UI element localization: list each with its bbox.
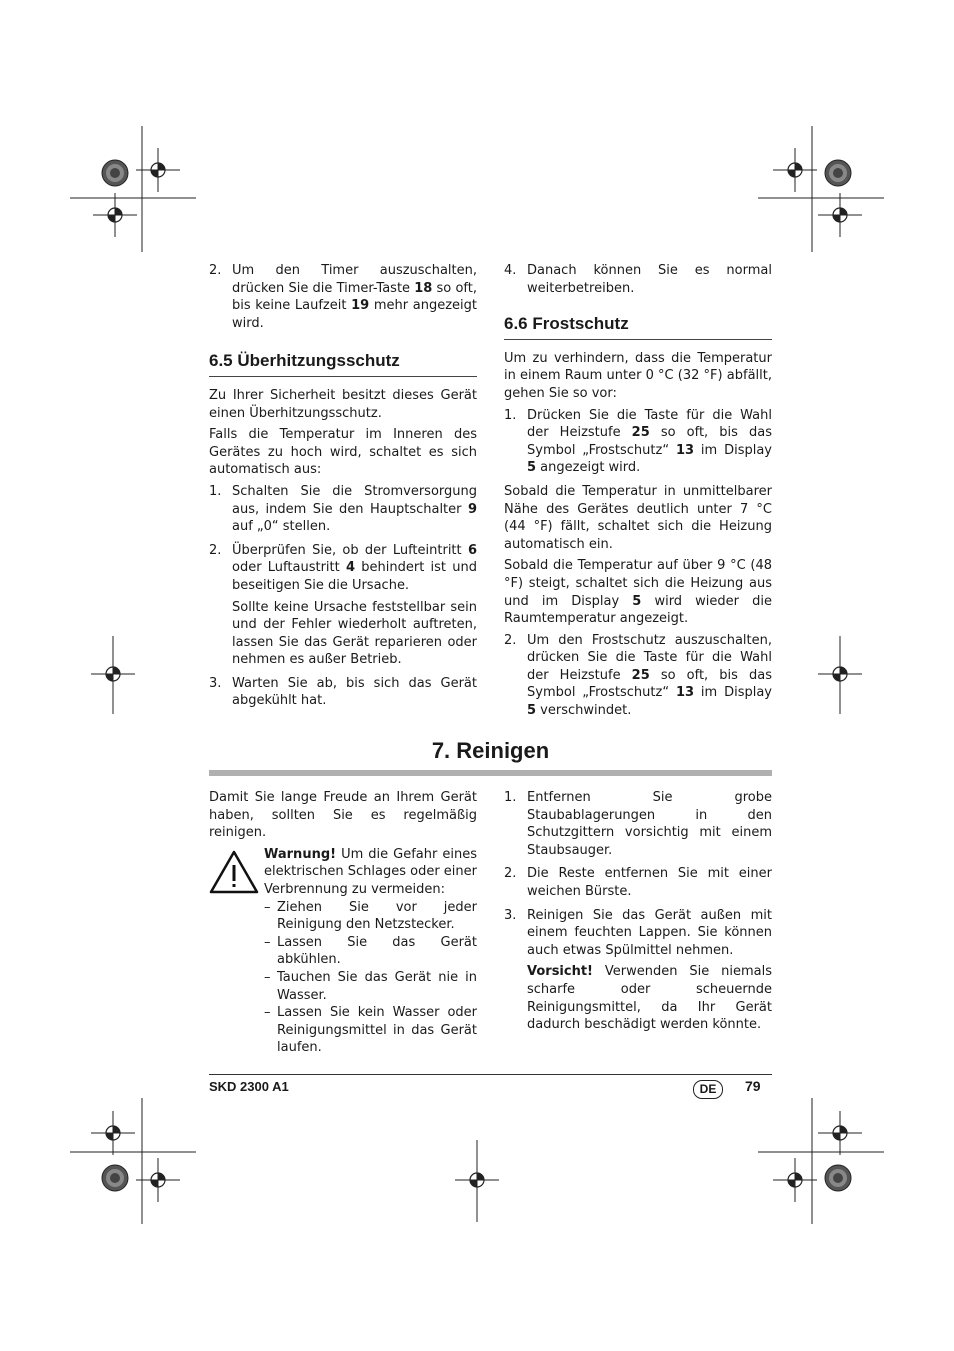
- warning-block: Warnung! Um die Gefahr eines elektrischen Schlages oder einer Verbrennung zu vermeiden: – Ziehen Sie vor jeder Reinigung den Netzstecker. – Lassen Sie das Gerät abkühlen. – Tauchen Sie das Gerät nie in Wasser. – Lassen Sie kein Wasser oder Reinigungsmittel in das Gerät laufen.: [209, 846, 477, 1057]
- warning-label: Warnung!: [264, 846, 337, 862]
- list-item: 4. Danach können Sie es normal weiterbetreiben.: [504, 263, 772, 296]
- warning-list: [264, 899, 477, 1057]
- paragraph: Falls die Temperatur im Inneren des Gerätes zu hoch wird, schaltet es sich automatisch aus:: [209, 427, 477, 478]
- list-item: 3. Warten Sie ab, bis sich das Gerät abgekühlt hat.: [209, 675, 477, 709]
- paragraph: Um zu verhindern, dass die Temperatur in einem Raum unter 0 °C (32 °F) abfällt, gehen Sie so vor:: [504, 350, 772, 401]
- paragraph: Damit Sie lange Freude an Ihrem Gerät haben, sollten Sie es regelmäßig reinigen.: [209, 790, 477, 841]
- list-item: 3. Reinigen Sie das Gerät außen mit einem feuchten Lappen. Sie können auch etwas Spülmittel nehmen. Vorsicht! Verwenden Sie niemals scharfe oder scheuernde Reinigungsmittel, da Ihr Gerät dadurch beschädigt werden könnte.: [504, 907, 772, 1033]
- warning-triangle-icon: [209, 850, 259, 894]
- dash-bullet: –: [264, 934, 271, 950]
- list-item: 1. Drücken Sie die Taste für die Wahl der Heizstufe 25 so oft, bis das Symbol „Frostschutz“ 13 im Display 5 angezeigt wird.: [504, 407, 772, 476]
- section-title-bar: [209, 770, 772, 776]
- list-item: 2. Überprüfen Sie, ob der Lufteintritt 6 oder Luftaustritt 4 behindert ist und beseitigen Sie die Ursache. Sollte keine Ursache feststellbar sein und der Fehler wiederholt auftreten, lassen Sie das Gerät reparieren oder nehmen es außer Betrieb.: [209, 542, 477, 668]
- warning-list-item: – Tauchen Sie das Gerät nie in Wasser.: [264, 969, 477, 1003]
- section-title: 7. Reinigen: [431, 738, 550, 763]
- warning-list-item: – Lassen Sie das Gerät abkühlen.: [264, 934, 477, 968]
- footer-model: SKD 2300 A1: [209, 1079, 289, 1094]
- paragraph: Zu Ihrer Sicherheit besitzt dieses Gerät einen Überhitzungsschutz.: [209, 387, 477, 421]
- list-item: 1. Entfernen Sie grobe Staubablagerungen in den Schutzgittern vorsichtig mit einem Staubsauger.: [504, 790, 772, 858]
- warning-list-item: – Ziehen Sie vor jeder Reinigung den Netzstecker.: [264, 899, 477, 933]
- right-column-top: [504, 262, 772, 726]
- right-column-bottom: [504, 789, 772, 1040]
- dash-bullet: –: [264, 969, 271, 985]
- list-item: 2. Um den Frostschutz auszuschalten, drücken Sie die Taste für die Wahl der Heizstufe 25 so oft, bis das Symbol „Frostschutz“ 13 im Display 5 verschwindet.: [504, 632, 772, 719]
- language-badge: DE: [693, 1080, 723, 1099]
- paragraph: Sobald die Temperatur auf über 9 °C (48 °F) steigt, schaltet sich die Heizung aus und im Display 5 wird wieder die Raumtemperatur angezeigt.: [504, 558, 772, 627]
- list-item: 2. Um den Timer auszuschalten, drücken Sie die Timer-Taste 18 so oft, bis keine Laufzeit 19 mehr angezeigt wird.: [209, 263, 477, 331]
- warning-list-item: – Lassen Sie kein Wasser oder Reinigungsmittel in das Gerät laufen.: [264, 1005, 477, 1056]
- list-item: 1. Schalten Sie die Stromversorgung aus, indem Sie den Hauptschalter 9 auf „0“ stellen.: [209, 483, 477, 535]
- heading-rule: [504, 339, 772, 340]
- heading-rule: [209, 376, 477, 377]
- dash-bullet: –: [264, 899, 271, 915]
- caution-note: Vorsicht! Verwenden Sie niemals scharfe oder scheuernde Reinigungsmittel, da Ihr Gerät dadurch beschädigt werden könnte.: [527, 964, 772, 1033]
- dash-bullet: –: [264, 1005, 271, 1021]
- left-column-bottom: [209, 789, 477, 1057]
- paragraph: Sobald die Temperatur in unmittelbarer Nähe des Gerätes deutlich unter 7 °C (44 °F) fällt, schaltet sich die Heizung automatisch ein.: [504, 483, 772, 552]
- heading-6-6: 6.6 Frostschutz: [504, 314, 629, 334]
- left-column-top: [209, 262, 477, 716]
- heading-6-5: 6.5 Überhitzungsschutz: [209, 351, 400, 371]
- page-number: 79: [745, 1078, 761, 1094]
- list-item: 2. Die Reste entfernen Sie mit einer weichen Bürste.: [504, 866, 772, 899]
- footer-rule: [209, 1074, 772, 1075]
